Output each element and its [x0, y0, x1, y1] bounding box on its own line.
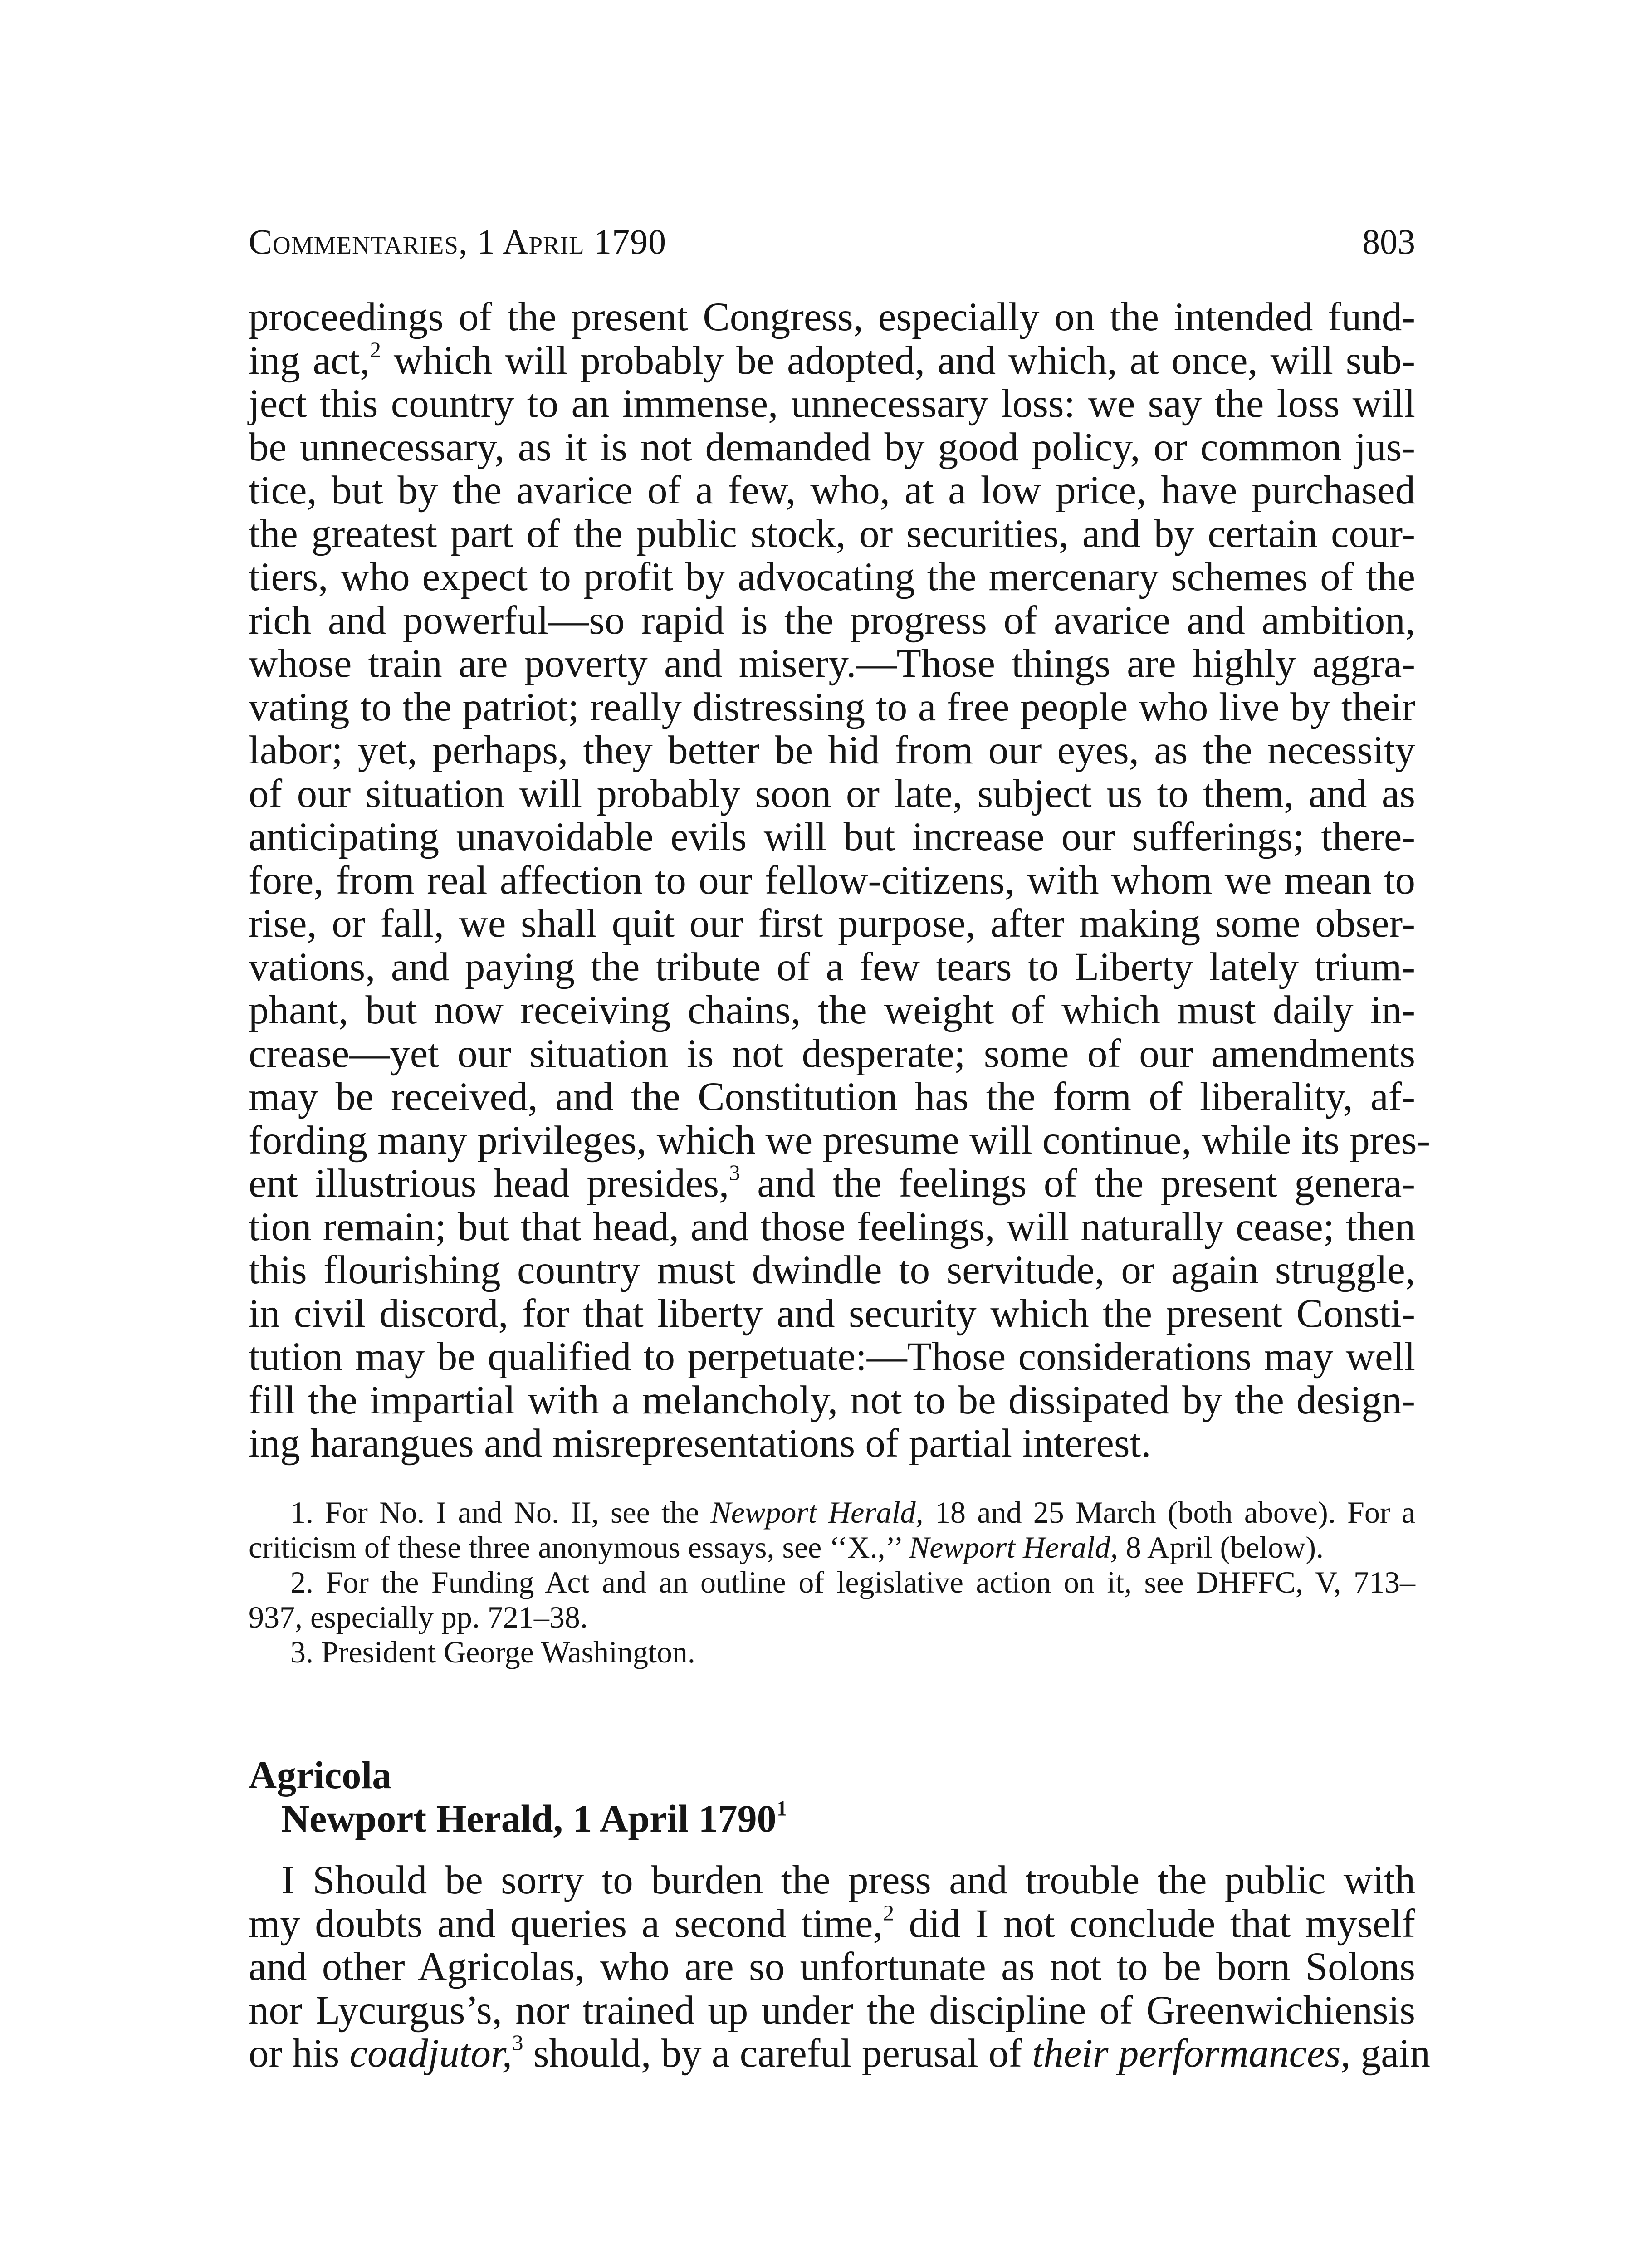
text-line: this flourishing country must dwindle to servitude, or again struggle, — [249, 1248, 1415, 1292]
text-line: labor; yet, perhaps, they better be hid from our eyes, as the necessity — [249, 728, 1415, 772]
footnote-line: 1. For No. I and No. II, see the Newport Herald, 18 and 25 March (both above). For a — [290, 1495, 1415, 1530]
entry-heading — [249, 1753, 1415, 1840]
text-line: tution may be qualified to perpetuate:—Those considerations may well — [249, 1334, 1415, 1379]
footnotes — [249, 1495, 1415, 1670]
text-line: tion remain; but that head, and those feelings, will naturally cease; then — [249, 1204, 1415, 1249]
footnote-ref: 3 — [512, 2030, 523, 2055]
text-line: anticipating unavoidable evils will but increase our sufferings; there- — [249, 815, 1415, 859]
footnote-line: 2. For the Funding Act and an outline of legislative action on it, see DHFFC, V, 713– — [290, 1565, 1415, 1599]
text-line: whose train are poverty and misery.—Those things are highly aggra- — [249, 641, 1415, 686]
text-line: tice, but by the avarice of a few, who, at a low price, have purchased — [249, 468, 1415, 513]
footnote-ref: 3 — [729, 1160, 740, 1185]
running-head — [249, 221, 1415, 262]
text-line: I Should be sorry to burden the press and trouble the public with — [281, 1858, 1415, 1902]
footnote-line: 3. President George Washington. — [290, 1635, 695, 1669]
running-title — [249, 221, 666, 262]
running-title-text: Commentaries, 1 April 1790 — [249, 222, 667, 261]
text-line: rise, or fall, we shall quit our first purpose, after making some obser- — [249, 901, 1415, 946]
text-line: ing act,$^2$ which will probably be adopted, and which, at once, will sub- — [249, 337, 1415, 383]
text-line: crease—yet our situation is not desperate; some of our amendments — [249, 1031, 1415, 1076]
text-line: ent illustrious head presides,$^3$ and the feelings of the present genera- — [249, 1160, 1416, 1206]
entry-source: Newport Herald, 1 April 1790$^1$ — [281, 1797, 787, 1840]
footnote-ref: 1 — [776, 1797, 787, 1821]
text-line: proceedings of the present Congress, especially on the intended fund- — [249, 295, 1415, 339]
text-line: of our situation will probably soon or late, subject us to them, and as — [249, 771, 1415, 816]
text-line: nor Lycurgus’s, nor trained up under the discipline of Greenwichiensis — [249, 1988, 1415, 2033]
text-line: fill the impartial with a melancholy, not to be dissipated by the design- — [249, 1378, 1415, 1422]
text-line: vating to the patriot; really distressing to a free people who live by their — [249, 684, 1415, 729]
text-line: rich and powerful—so rapid is the progress of avarice and ambition, — [249, 598, 1415, 643]
text-line: fording many privileges, which we presume will continue, while its pres- — [249, 1118, 1431, 1163]
text-line: ing harangues and misrepresentations of partial interest. — [249, 1421, 1151, 1466]
text-line: and other Agricolas, who are so unfortunate as not to be born Solons — [249, 1945, 1415, 1989]
footnote-line: criticism of these three anonymous essays, see ‘‘X.,’’ Newport Herald, 8 April (below). — [249, 1530, 1324, 1564]
entry-author: Agricola — [249, 1753, 392, 1797]
text-line: in civil discord, for that liberty and security which the present Consti- — [249, 1291, 1415, 1336]
text-line: tiers, who expect to profit by advocating the mercenary schemes of the — [249, 555, 1415, 599]
footnote-ref: 2 — [883, 1900, 895, 1925]
text-line: ject this country to an immense, unnecessary loss: we say the loss will — [249, 381, 1415, 426]
text-line: fore, from real affection to our fellow-citizens, with whom we mean to — [249, 858, 1415, 903]
text-line: or his coadjutor,$^3$ should, by a careful perusal of their performances, gain — [249, 2030, 1430, 2076]
footnote-line: 937, especially pp. 721–38. — [249, 1600, 588, 1634]
text-line: vations, and paying the tribute of a few tears to Liberty lately trium- — [249, 944, 1415, 989]
body-text — [249, 295, 1431, 1466]
text-line: the greatest part of the public stock, or securities, and by certain cour- — [249, 511, 1415, 556]
text-line: my doubts and queries a second time,$^2$ did I not conclude that myself — [249, 1900, 1415, 1946]
page-number: 803 — [1362, 222, 1415, 261]
text-line: may be received, and the Constitution has the form of liberality, af- — [249, 1075, 1415, 1119]
text-line: phant, but now receiving chains, the weight of which must daily in- — [249, 988, 1415, 1032]
footnote-ref: 2 — [370, 337, 381, 362]
text-line: be unnecessary, as it is not demanded by good policy, or common jus- — [249, 425, 1415, 469]
entry-body-text — [249, 1858, 1430, 2076]
